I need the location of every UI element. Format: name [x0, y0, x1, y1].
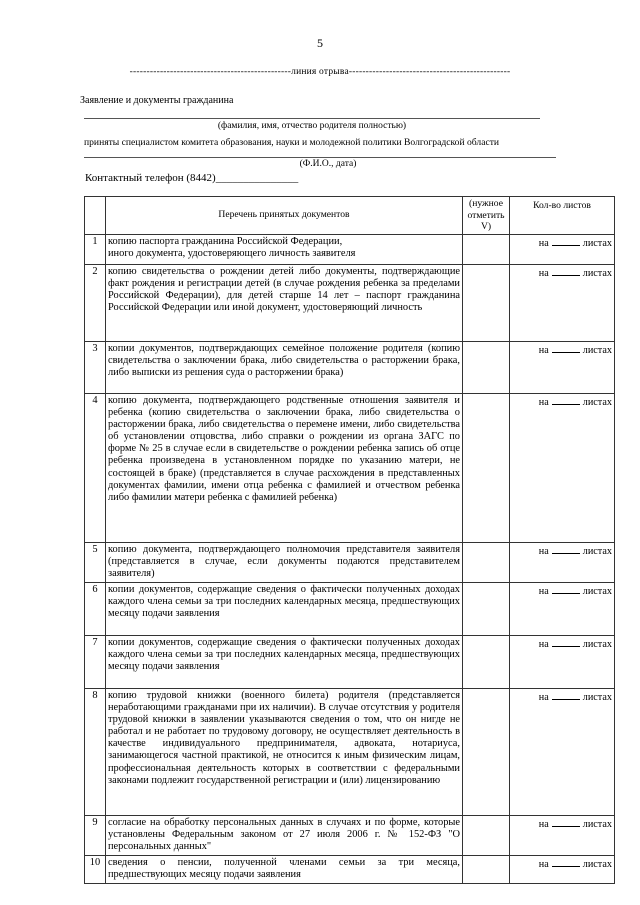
count-prefix: на [538, 819, 549, 830]
row-number: 6 [85, 583, 106, 636]
row-document-text: копии документов, подтверждающих семейное положение родителя (копию свидетельства о заключении брака, либо свидетельства о расторжении брака, либо выписки из решения суда о расторжении брака) [106, 342, 463, 394]
count-blank[interactable] [552, 236, 580, 246]
row-sheet-count[interactable] [510, 689, 615, 816]
row-sheet-count[interactable] [510, 543, 615, 583]
row-sheet-count[interactable] [510, 816, 615, 856]
table-row [85, 265, 615, 342]
row-number: 8 [85, 689, 106, 816]
row-mark-checkbox[interactable] [463, 543, 510, 583]
count-blank[interactable] [552, 544, 580, 554]
table-row [85, 543, 615, 583]
header-list: Перечень принятых документов [106, 197, 463, 235]
table-row [85, 636, 615, 689]
table-row [85, 689, 615, 816]
count-blank[interactable] [552, 266, 580, 276]
row-document-text: копии документов, содержащие сведения о фактически полученных доходах каждого члена семьи за три последних календарных месяца, предшествующих месяцу подачи заявления [106, 636, 463, 689]
count-blank[interactable] [552, 637, 580, 647]
row-sheet-count[interactable] [510, 583, 615, 636]
row-mark-checkbox[interactable] [463, 856, 510, 884]
documents-table [84, 196, 615, 884]
count-prefix: на [538, 238, 549, 249]
count-suffix: листах [582, 692, 612, 703]
row-document-text: копию паспорта гражданина Российской Федерации, иного документа, удостоверяющего личность заявителя [106, 235, 463, 265]
count-blank[interactable] [552, 857, 580, 867]
row-mark-checkbox[interactable] [463, 265, 510, 342]
row-number: 1 [85, 235, 106, 265]
count-prefix: на [538, 859, 549, 870]
row-sheet-count[interactable] [510, 636, 615, 689]
table-row [85, 394, 615, 543]
row-mark-checkbox[interactable] [463, 394, 510, 543]
count-prefix: на [538, 345, 549, 356]
row-document-text: сведения о пенсии, полученной членами семьи за три месяца, предшествующих месяцу подачи заявления [106, 856, 463, 884]
row-sheet-count[interactable] [510, 265, 615, 342]
row-document-text: копию документа, подтверждающего родственные отношения заявителя и ребенка (копию свидетельства о заключении брака, либо свидетельства о расторжении брака, либо свидетельства о перемене имени, либо свидетельства об установлении отцовства, либо справки о рождении из органа ЗАГС по форме № 25 в случае если в свидетельстве о рождении ребенка запись об отце ребенка произведена в установленном порядке по указанию матери, не состоящей в браке) (представляется в случае расхождения в представленных документах фамилии, имени отца ребенка с фамилией и отчеством ребенка либо фамилии матери ребенка с фамилией ребенка) [106, 394, 463, 543]
count-blank[interactable] [552, 817, 580, 827]
count-prefix: на [538, 586, 549, 597]
count-suffix: листах [582, 586, 612, 597]
received-line: Заявление и документы гражданина [80, 95, 234, 106]
count-suffix: листах [582, 268, 612, 279]
count-prefix: на [538, 397, 549, 408]
row-document-text: копии документов, содержащие сведения о фактически полученных доходах каждого члена семьи за три последних календарных месяца, предшествующих месяцу подачи заявления [106, 583, 463, 636]
table-row [85, 856, 615, 884]
row-number: 10 [85, 856, 106, 884]
row-mark-checkbox[interactable] [463, 816, 510, 856]
header-num-cell [85, 197, 106, 235]
row-number: 5 [85, 543, 106, 583]
header-count: Кол-во листов [510, 197, 615, 235]
row-sheet-count[interactable] [510, 235, 615, 265]
accepted-line: приняты специалистом комитета образования, науки и молодежной политики Волгоградской области [84, 137, 500, 148]
count-blank[interactable] [552, 584, 580, 594]
table-row [85, 235, 615, 265]
table-row [85, 816, 615, 856]
page-number: 5 [317, 36, 323, 50]
row-document-text: согласие на обработку персональных данных в случаях и по форме, которые установлены Федеральным законом от 27 июля 2006 г. № 152-ФЗ "О персональных данных" [106, 816, 463, 856]
count-prefix: на [538, 639, 549, 650]
row-document-text: копию свидетельства о рождении детей либо документы, подтверждающие факт рождения и регистрации детей (в случае рождения ребенка за пределами Российской Федерации), для детей старше 14 лет – паспорт гражданина Российской Федерации или иной документ, удостоверяющий личность [106, 265, 463, 342]
row-mark-checkbox[interactable] [463, 583, 510, 636]
fio-date-caption: (Ф.И.О., дата) [299, 159, 357, 169]
count-suffix: листах [582, 238, 612, 249]
table-row [85, 342, 615, 394]
count-suffix: листах [582, 397, 612, 408]
fio-date-underline [84, 157, 556, 158]
row-sheet-count[interactable] [510, 856, 615, 884]
count-suffix: листах [582, 639, 612, 650]
row-mark-checkbox[interactable] [463, 689, 510, 816]
count-suffix: листах [582, 859, 612, 870]
count-blank[interactable] [552, 343, 580, 353]
row-sheet-count[interactable] [510, 394, 615, 543]
count-suffix: листах [582, 345, 612, 356]
table-row [85, 583, 615, 636]
header-mark: (нужное отметить V) [463, 197, 510, 235]
count-blank[interactable] [552, 690, 580, 700]
row-mark-checkbox[interactable] [463, 636, 510, 689]
row-sheet-count[interactable] [510, 342, 615, 394]
fio-caption: (фамилия, имя, отчество родителя полностью) [217, 121, 407, 131]
row-document-text: копию трудовой книжки (военного билета) родителя (представляется неработающими гражданами при их наличии). В случае отсутствия у родителя трудовой книжки в заявлении указываются сведения о том, что он нигде не работал и не работает по трудовому договору, не осуществляет деятельность в качестве индивидуального предпринимателя, адвоката, нотариуса, занимающегося частной практикой, не относится к иным физическим лицам, профессиональная деятельность которых в соответствии с федеральными законами подлежит государственной регистрации и (или) лицензированию [106, 689, 463, 816]
count-prefix: на [538, 546, 549, 557]
row-number: 3 [85, 342, 106, 394]
row-number: 9 [85, 816, 106, 856]
count-blank[interactable] [552, 395, 580, 405]
row-number: 4 [85, 394, 106, 543]
row-mark-checkbox[interactable] [463, 235, 510, 265]
count-suffix: листах [582, 546, 612, 557]
fio-underline [84, 118, 540, 119]
count-suffix: листах [582, 819, 612, 830]
row-number: 7 [85, 636, 106, 689]
row-mark-checkbox[interactable] [463, 342, 510, 394]
count-prefix: на [538, 268, 549, 279]
row-number: 2 [85, 265, 106, 342]
table-header-row [85, 197, 615, 235]
contact-phone: Контактный телефон (8442)_______________ [85, 172, 299, 184]
cut-line: ------------------------------------------------линия отрыва------------------------------------------------ [129, 67, 511, 77]
count-prefix: на [538, 692, 549, 703]
row-document-text: копию документа, подтверждающего полномочия представителя заявителя (представляется в случае, если документы подаются представителем заявителя) [106, 543, 463, 583]
